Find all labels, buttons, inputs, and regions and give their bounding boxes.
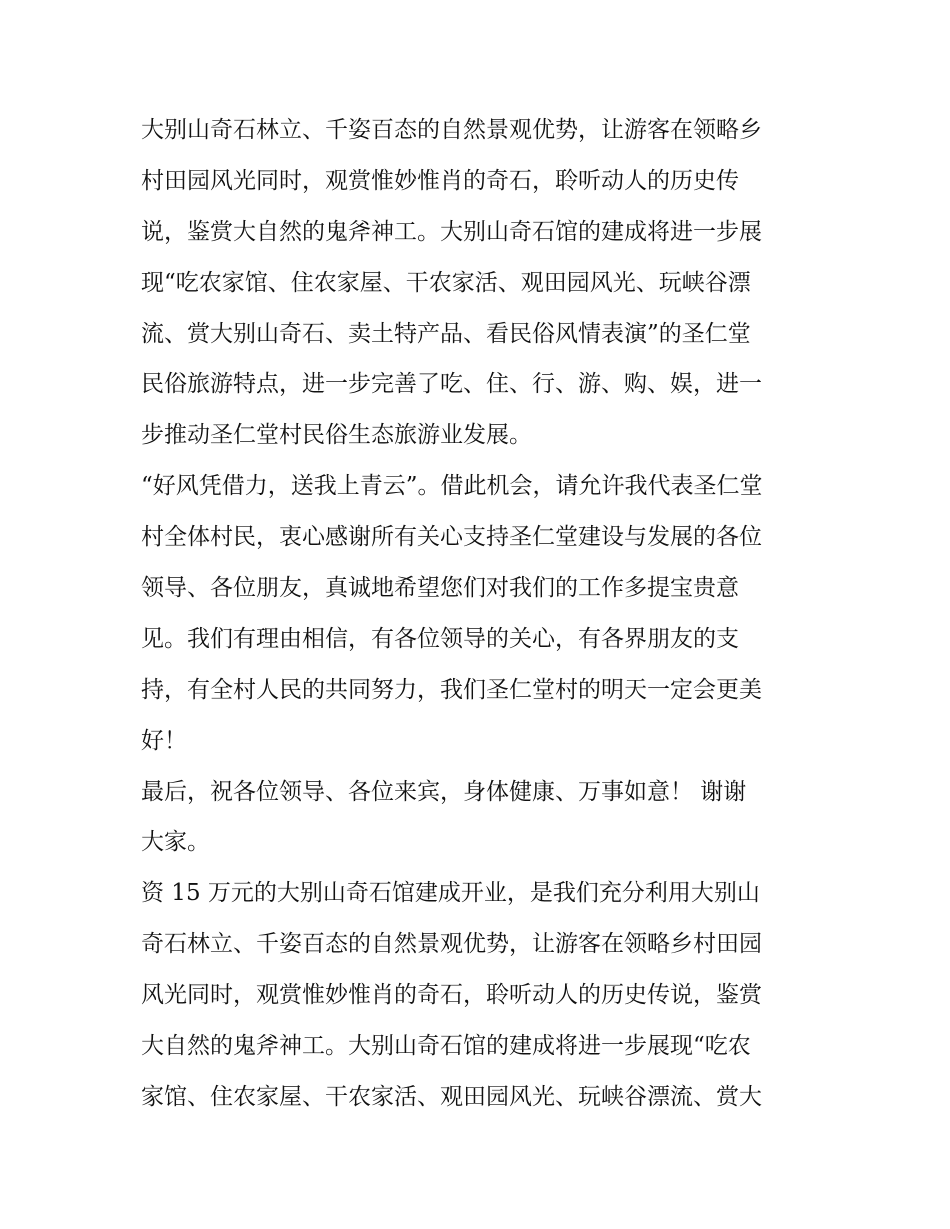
text-line: 村田园风光同时，观赏惟妙惟肖的奇石，聆听动人的历史传 xyxy=(141,167,739,194)
text-line: 最后，祝各位领导、各位来宾，身体健康、万事如意！ 谢谢 xyxy=(141,778,747,805)
text-line: 见。我们有理由相信，有各位领导的关心，有各界朋友的支 xyxy=(141,625,739,652)
text-line: 说，鉴赏大自然的鬼斧神工。大别山奇石馆的建成将进一步展 xyxy=(141,218,762,245)
text-line: 大别山奇石林立、千姿百态的自然景观优势，让游客在领略乡 xyxy=(141,117,762,143)
text-line: 现“吃农家馆、住农家屋、干农家活、观田园风光、玩峡谷漂 xyxy=(141,269,751,296)
text-line: 民俗旅游特点，进一步完善了吃、住、行、游、购、娱，进一 xyxy=(141,371,762,398)
text-line: 风光同时，观赏惟妙惟肖的奇石，聆听动人的历史传说，鉴赏 xyxy=(141,982,762,1009)
body-text xyxy=(141,105,821,1123)
text-line: 家馆、住农家屋、干农家活、观田园风光、玩峡谷漂流、赏大 xyxy=(141,1083,762,1110)
text-line: 大自然的鬼斧神工。大别山奇石馆的建成将进一步展现“吃农 xyxy=(141,1033,751,1060)
text-line: 好！ xyxy=(141,727,187,754)
text-line: 村全体村民，衷心感谢所有关心支持圣仁堂建设与发展的各位 xyxy=(141,524,762,551)
text-line: 奇石林立、千姿百态的自然景观优势，让游客在领略乡村田园 xyxy=(141,931,762,958)
text-line: 领导、各位朋友，真诚地希望您们对我们的工作多提宝贵意 xyxy=(141,575,739,602)
text-line: 大家。 xyxy=(141,829,210,856)
text-line: 流、赏大别山奇石、卖土特产品、看民俗风情表演”的圣仁堂 xyxy=(141,320,751,347)
text-line: “好风凭借力，送我上青云”。借此机会，请允许我代表圣仁堂 xyxy=(141,473,763,500)
text-line: 步推动圣仁堂村民俗生态旅游业发展。 xyxy=(141,422,532,449)
text-line: 持，有全村人民的共同努力，我们圣仁堂村的明天一定会更美 xyxy=(141,676,762,703)
text-line: 资 15 万元的大别山奇石馆建成开业，是我们充分利用大别山 xyxy=(141,880,760,907)
